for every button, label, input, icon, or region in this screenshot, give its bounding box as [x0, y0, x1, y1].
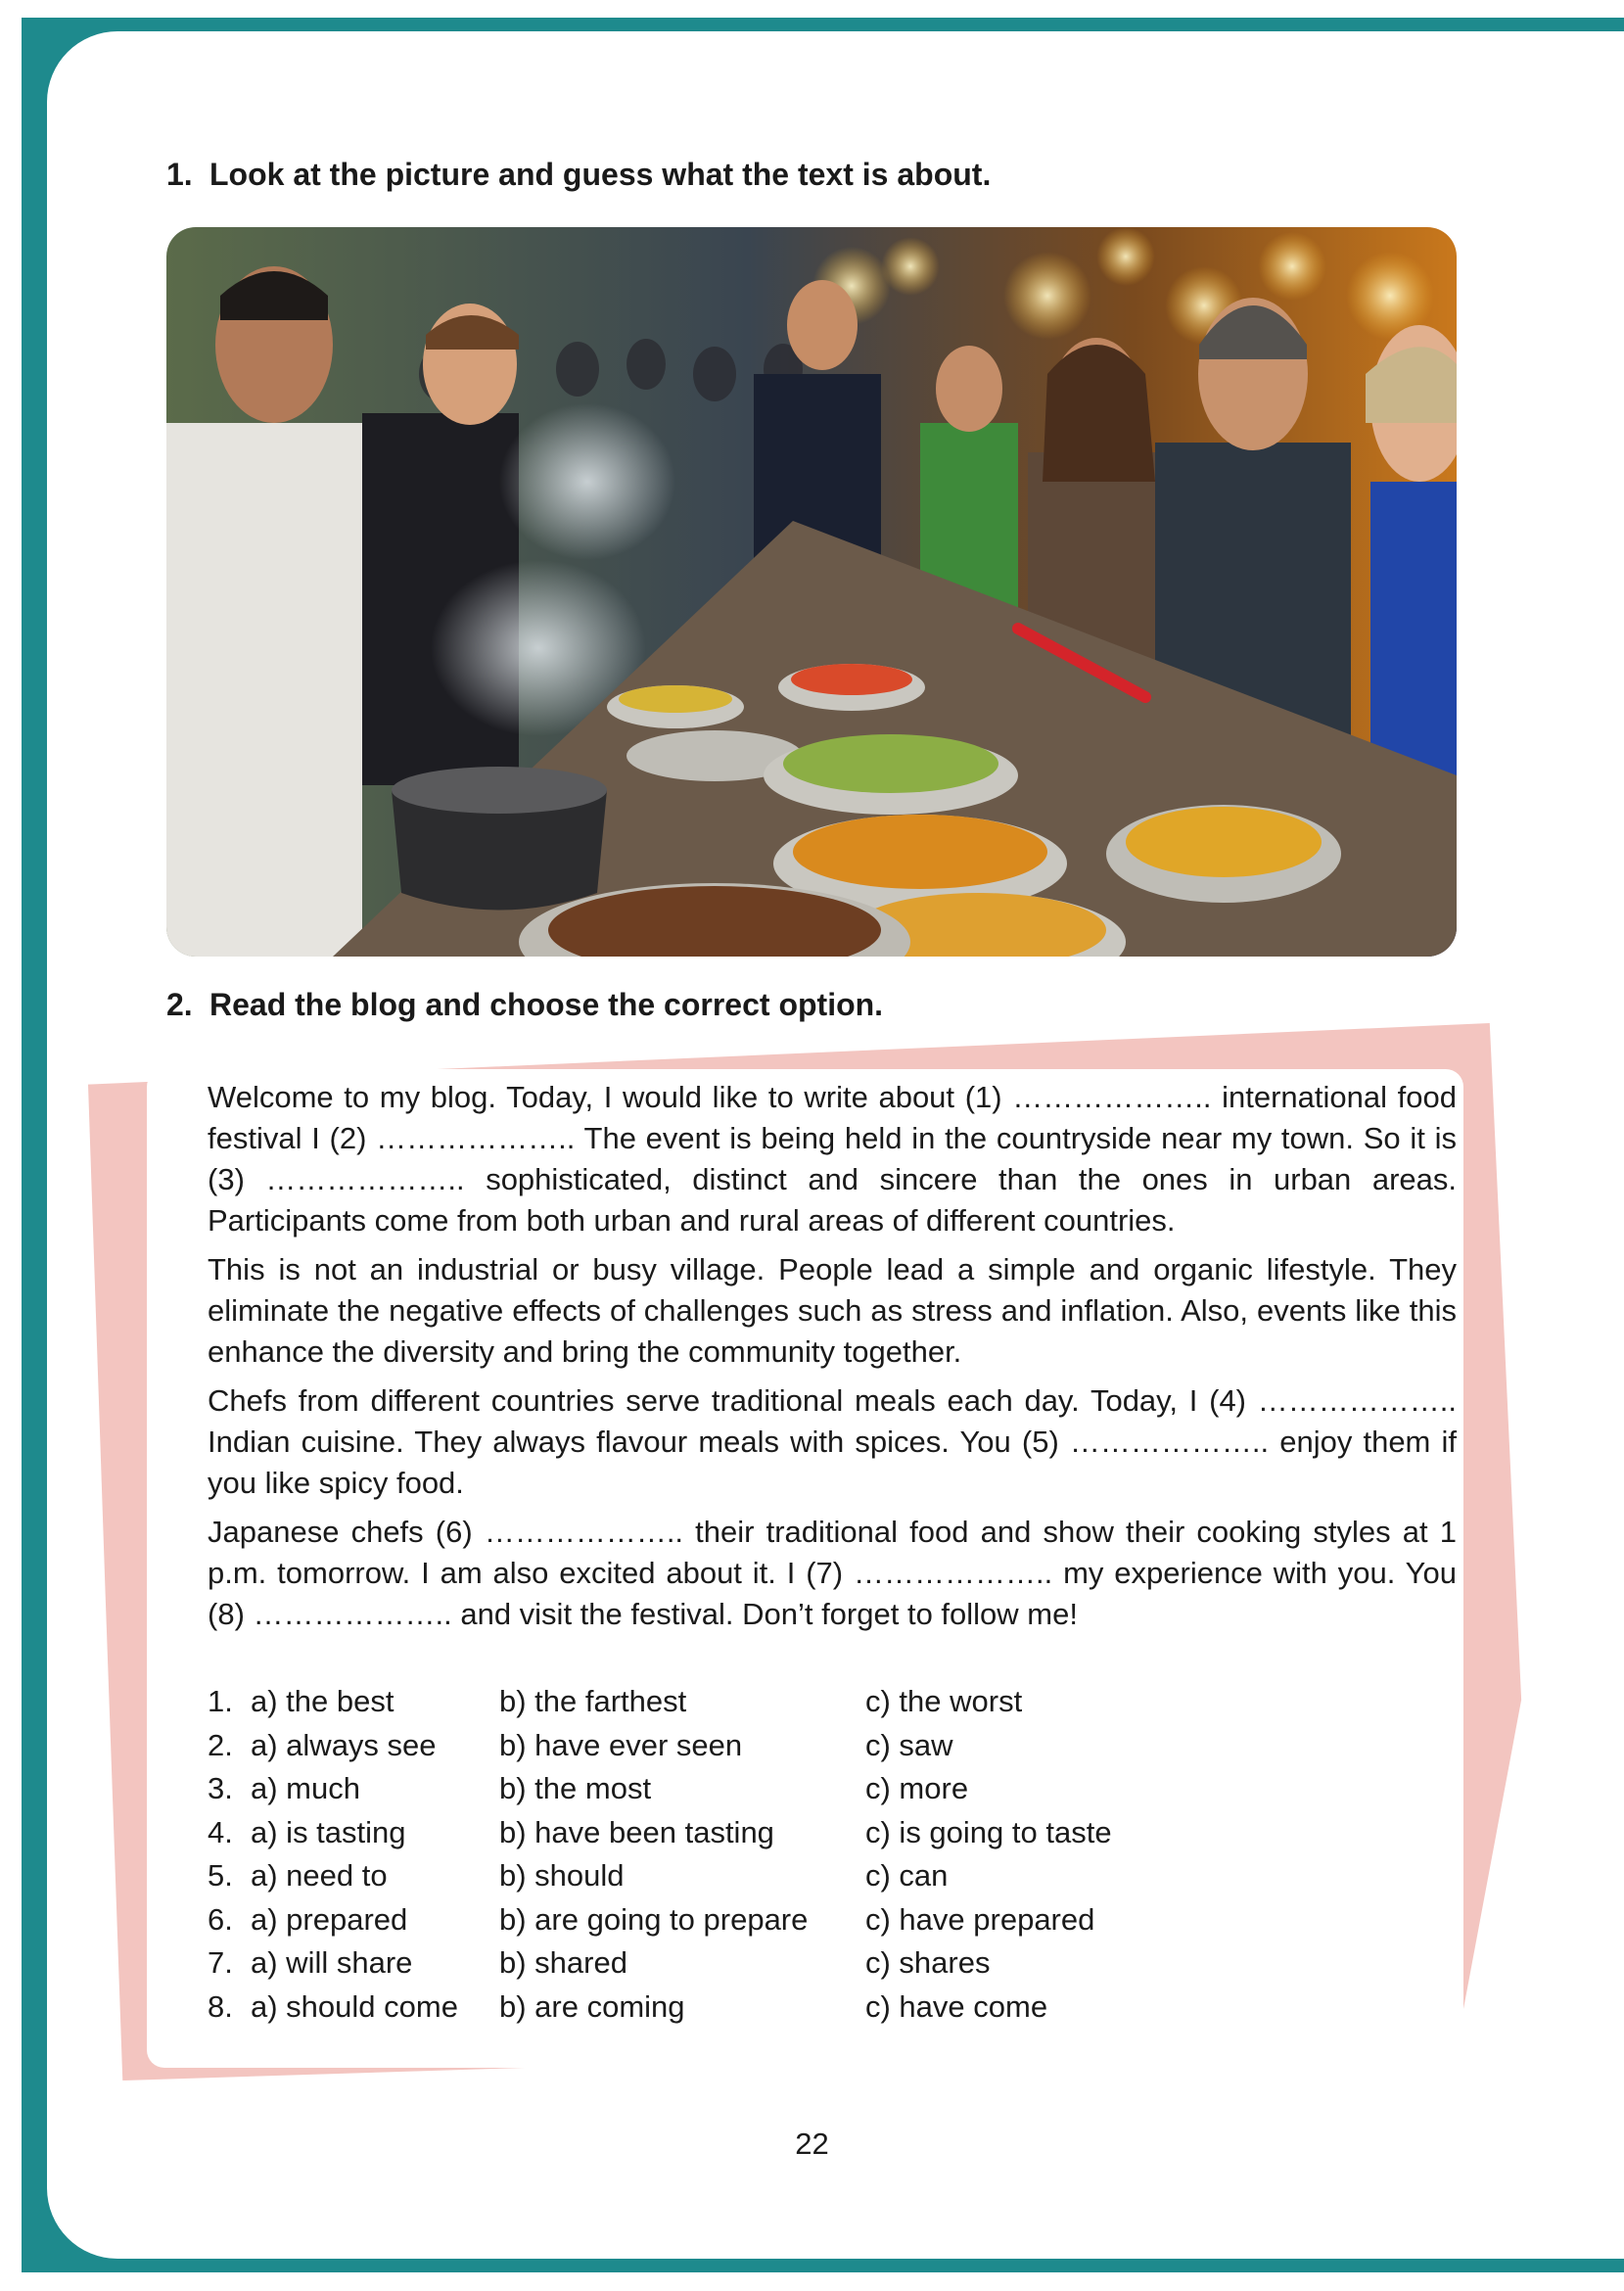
exercise-2-heading: [166, 987, 883, 1023]
option-c: c) is going to taste: [865, 1814, 1112, 1849]
option-c: c) the worst: [865, 1684, 1023, 1718]
option-b: b) have ever seen: [499, 1727, 743, 1762]
exercise-2-number: 2.: [166, 987, 193, 1022]
exercise-2-instruction: Read the blog and choose the correct option.: [209, 987, 884, 1022]
option-number: 1.: [208, 1684, 233, 1718]
option-b: b) are coming: [499, 1988, 685, 2024]
option-a: a) much: [251, 1771, 360, 1805]
option-number: 2.: [208, 1727, 233, 1762]
page-number: 22: [795, 2127, 829, 2161]
option-number: 7.: [208, 1945, 233, 1980]
option-a: a) prepared: [251, 1901, 408, 1937]
exercise-1-number: 1.: [166, 157, 193, 192]
option-a: a) always see: [251, 1727, 437, 1762]
food-festival-photo: [166, 227, 1457, 957]
option-a: a) will share: [251, 1945, 413, 1980]
option-b: b) the most: [499, 1771, 652, 1805]
photo-illustration: [166, 227, 1457, 957]
option-c: c) can: [865, 1858, 949, 1893]
option-b: b) the farthest: [499, 1684, 687, 1718]
option-a: a) the best: [251, 1684, 394, 1718]
option-a: a) should come: [251, 1988, 458, 2024]
option-a: a) is tasting: [251, 1814, 406, 1849]
blog-text: [208, 1077, 1457, 1643]
option-c: c) have come: [865, 1988, 1048, 2024]
option-number: 3.: [208, 1771, 233, 1805]
option-number: 5.: [208, 1858, 233, 1893]
exercise-1-instruction: Look at the picture and guess what the text is about.: [209, 157, 992, 192]
option-number: 6.: [208, 1901, 233, 1937]
option-a: a) need to: [251, 1858, 388, 1893]
option-b: b) have been tasting: [499, 1814, 774, 1849]
blog-paragraph: Chefs from different countries serve traditional meals each day. Today, I (4) ……………….. Indian cuisine. They always flavour meals with spices. You (5) ……………….. enjoy them if you like spicy food.: [208, 1383, 1457, 1500]
option-number: 4.: [208, 1814, 233, 1849]
blog-paragraph: Japanese chefs (6) ……………….. their traditional food and show their cooking styles at 1 p.m. tomorrow. I am also excited about it. I (7) ……………….. my experience with you. You (8) ……………….. and visit the festival. Don’t forget to follow me!: [208, 1515, 1457, 1631]
exercise-1-heading: [166, 157, 991, 193]
option-number: 8.: [208, 1988, 233, 2024]
option-b: b) shared: [499, 1945, 627, 1980]
option-c: c) more: [865, 1771, 969, 1805]
option-c: c) saw: [865, 1727, 953, 1762]
option-c: c) shares: [865, 1945, 991, 1980]
blog-paragraph: This is not an industrial or busy village. People lead a simple and organic lifestyle. They eliminate the negative effects of challenges such as stress and inflation. Also, events like this enhance the diversity and bring the community together.: [208, 1252, 1457, 1369]
blog-paragraph: Welcome to my blog. Today, I would like to write about (1) ……………….. international food festival I (2) ……………….. The event is being held in the countryside near my town. So it is (3) ……………….. sophisticated, distinct and sincere than the ones in urban areas. Participants come from both urban and rural areas of different countries.: [208, 1080, 1457, 1238]
option-c: c) have prepared: [865, 1901, 1095, 1937]
option-b: b) should: [499, 1858, 625, 1893]
option-b: b) are going to prepare: [499, 1901, 809, 1937]
